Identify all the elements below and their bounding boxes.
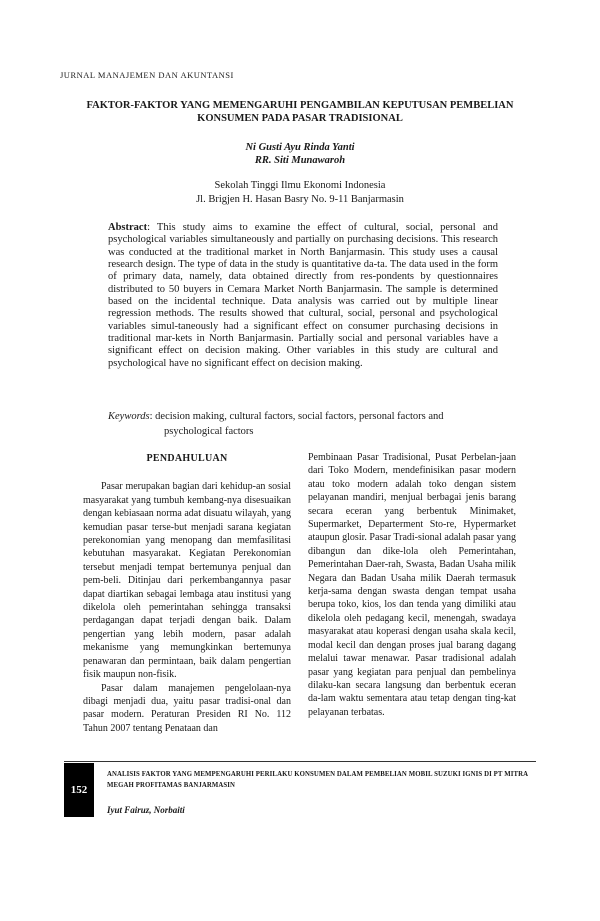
journal-name: JURNAL MANAJEMEN DAN AKUNTANSI: [60, 70, 234, 80]
abstract-text: : This study aims to examine the effect of cultural, social, personal and psychological variables simultaneously and partially on purchasing decisions. This research was conducted at the traditional market in North Banjarmasin. This study uses a causal research design. The type of data in the study is quantitative da-ta. The data used in the form of primary data, namely, data obtained directly from res-pondents by questionnaires distributed to 50 buyers in Cemara Market North Banjarmasin. The sample is determined based on the incidental technique. Data analysis was carried out by multiple linear regression methods. The results showed that cultural, social, personal and psychological variables simul-taneously had a significant effect on consumer purchasing decisions in traditional mar-kets in North Banjarmasin. Partially social and personal variables have a significant effect on decision making. Other variables in this study are cultural and psychological have no significant effect on decision making.: [108, 222, 498, 369]
keywords: [108, 410, 503, 439]
author-list: [60, 141, 540, 167]
paper-title: FAKTOR-FAKTOR YANG MEMENGARUHI PENGAMBILAN KEPUTUSAN PEMBELIAN KONSUMEN PADA PASAR TRADISIONAL: [86, 100, 514, 124]
author-2: RR. Siti Munawaroh: [254, 155, 346, 166]
paragraph: Pembinaan Pasar Tradisional, Pusat Perbelan-jaan dari Toko Modern, mendefinisikan pasar modern atau toko modern adalah toko dengan sistem pelayanan mandiri, menjual berbagai jenis barang secara eceran yang berbentuk Minimaket, Supermarket, Departerment Sto-re, Hypermarket ataupun glosir. Pasar Tradi-sional adalah pasar yang dibangun dan dike-lola oleh Pemerintahan, Pemerintahan Daer-rah, Swasta, Badan Usaha milik Negara dan Badan Usaha milik Daerah termasuk kerja-sama dengan swasta dengan tempat usaha berupa toko, kios, los dan tenda yang dimiliki atau dikelola oleh pedagang kecil, menengah, swadaya masyarakat atau koperasi dengan usaha skala kecil, modal kecil dan dengan proses jual barang dagang melalui tawar menawar. Pasar tradisional adalah pasar yang kegiatan para penjual dan pembelinya dilaku-kan secara langsung dan berbentuk eceran da-lam waktu sementara atau tetap dengan ting-kat pelayanan terbatas.: [308, 452, 517, 718]
keywords-label: Keywords: [108, 411, 150, 422]
page-number: 152: [64, 763, 94, 817]
affiliation-address: Jl. Brigjen H. Hasan Basry No. 9-11 Banjarmasin: [196, 193, 404, 205]
affiliation: [60, 179, 540, 206]
footer-authors: Iyut Fairuz, Norbaiti: [107, 805, 185, 815]
right-column: [308, 451, 516, 719]
affiliation-institution: Sekolah Tinggi Ilmu Ekonomi Indonesia: [214, 180, 386, 191]
running-title: ANALISIS FAKTOR YANG MEMPENGARUHI PERILAKU KONSUMEN DALAM PEMBELIAN MOBIL SUZUKI IGNIS DI PT MITRA MEGAH PROFITAMAS BANJARMASIN: [107, 771, 528, 789]
abstract: [108, 222, 498, 370]
paragraph: Pasar dalam manajemen pengelolaan-nya dibagi menjadi dua, yaitu pasar tradisi-onal dan pasar modern. Peraturan Presiden RI No. 112 Tahun 2007 tentang Penataan dan: [83, 682, 291, 734]
left-column: [83, 452, 291, 735]
keywords-line-2: psychological factors: [164, 425, 254, 437]
paragraph: Pasar merupakan bagian dari kehidup-an sosial masyarakat yang tumbuh kembang-nya disesuaikan dengan kebiasaan norma adat disuatu wilayah, yang kemudian pasar terse-but menjadi sarana kegiatan perekonomian yang menopang dan memfasilitasi kebutuhan masyarakat. Kegiatan Perekonomian tersebut menjadi tempat bertemunya penjual dan pem-beli. Ditinjau dari perkembangannya pasar dapat diartikan sebagai lembaga atau institusi yang dikelola oleh pemerintahan sehingga transaksi perdagangan dapat terjadi dengan baik. Dalam pengertian yang lebih modern, pasar adalah mekanisme yang memungkinkan bertemunya penawaran dan permintaan, baik dalam pengertian fisik maupun non-fisik.: [83, 481, 291, 681]
author-1: Ni Gusti Ayu Rinda Yanti: [245, 142, 355, 153]
abstract-label: Abstract: [108, 222, 148, 233]
section-heading: PENDAHULUAN: [146, 453, 228, 464]
keywords-line-1: : decision making, cultural factors, social factors, personal factors and: [149, 411, 444, 422]
footer-divider: [64, 761, 536, 762]
